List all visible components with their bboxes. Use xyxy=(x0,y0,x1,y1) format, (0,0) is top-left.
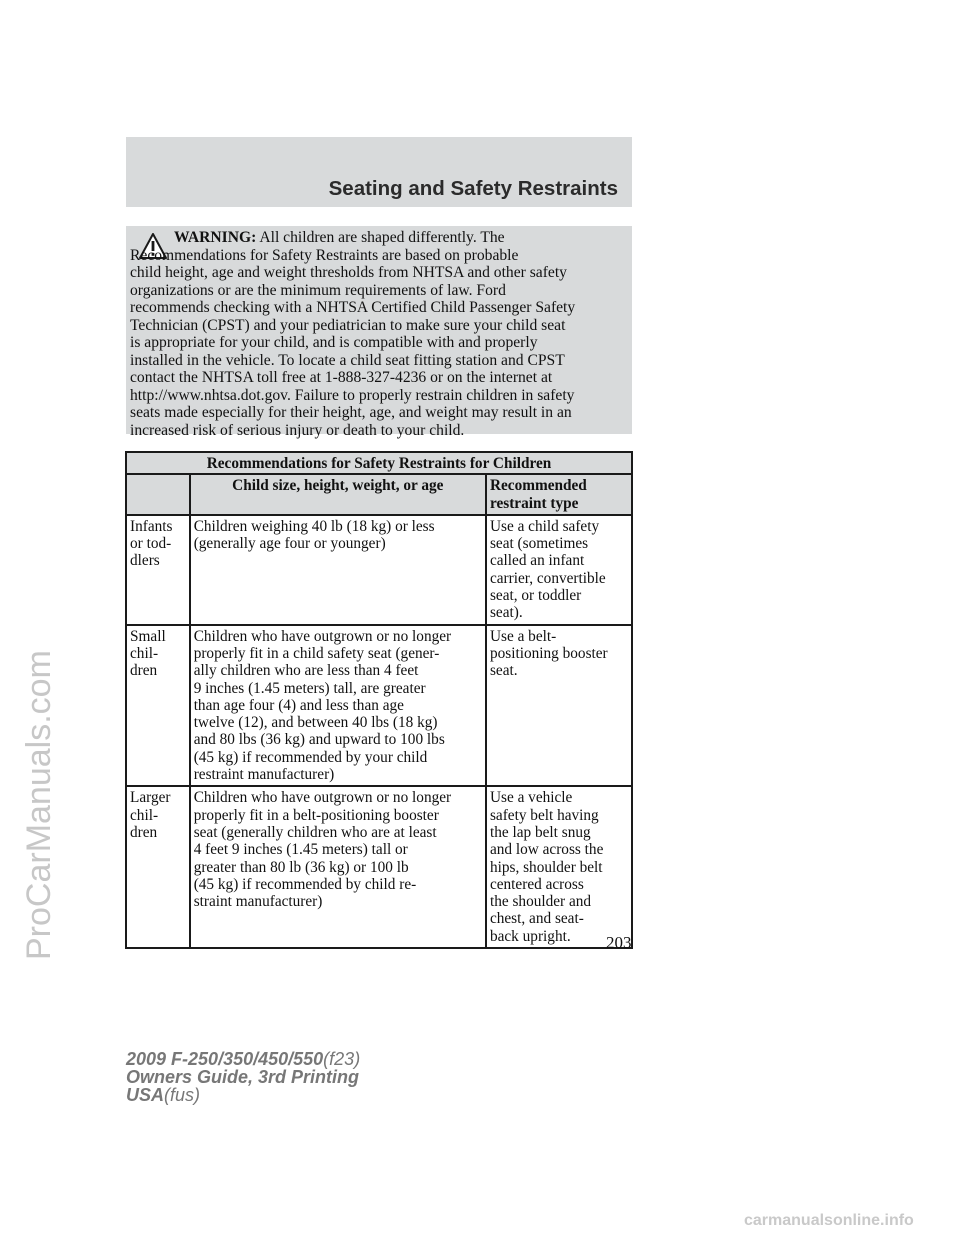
footer-region: USA xyxy=(126,1085,165,1105)
table-header-size: Child size, height, weight, or age xyxy=(190,474,486,515)
row-category-line: Larger xyxy=(130,789,171,807)
row-size-line: and 80 lbs (36 kg) and upward to 100 lbs xyxy=(193,731,445,749)
row-size-line: ally children who are less than 4 feet xyxy=(193,662,419,680)
table-row xyxy=(126,625,632,787)
row-size xyxy=(190,625,486,787)
page-number: 203 xyxy=(606,933,632,952)
row-restraint-line: positioning booster xyxy=(489,644,608,662)
row-size-line: straint manufacturer) xyxy=(193,893,323,911)
row-category-line: chil- xyxy=(130,644,159,662)
row-size-line: (45 kg) if recommended by your child xyxy=(193,748,428,766)
row-size-line: (generally age four or younger) xyxy=(193,535,386,553)
row-size-line: properly fit in a belt-positioning booster xyxy=(193,806,439,824)
table-title: Recommendations for Safety Restraints for Children xyxy=(126,452,632,474)
row-restraint-line: centered across xyxy=(489,875,584,893)
warning-line: organizations or are the minimum requirements of law. Ford xyxy=(130,281,506,299)
row-size-line: Children who have outgrown or no longer xyxy=(193,789,452,807)
footer-model: 2009 F-250/350/450/550 xyxy=(126,1049,324,1069)
row-restraint-line: seat. xyxy=(489,662,518,680)
table-row xyxy=(126,515,632,625)
table-header-category xyxy=(126,474,190,515)
row-size-line: 9 inches (1.45 meters) tall, are greater xyxy=(193,679,426,697)
warning-box xyxy=(126,226,632,439)
warning-line: installed in the vehicle. To locate a child seat fitting station and CPST xyxy=(130,351,565,369)
warning-line: contact the NHTSA toll free at 1-888-327-4236 or on the internet at xyxy=(130,369,553,386)
warning-line: child height, age and weight thresholds from NHTSA and other safety xyxy=(130,264,567,281)
row-size-line: twelve (12), and between 40 lbs (18 kg) xyxy=(193,714,438,732)
row-restraint-line: Use a vehicle xyxy=(489,789,573,807)
row-size-line: greater than 80 lb (36 kg) or 100 lb xyxy=(193,858,409,876)
warning-line: Recommendations for Safety Restraints are based on probable xyxy=(130,246,519,264)
row-category-line: dren xyxy=(130,823,158,841)
row-restraint-line: Use a belt- xyxy=(489,627,557,645)
row-category-line: chil- xyxy=(130,806,159,824)
recommendations-table xyxy=(125,451,633,949)
footer-guide: Owners Guide, 3rd Printing xyxy=(126,1067,360,1087)
row-size xyxy=(190,515,486,625)
row-category xyxy=(126,515,190,625)
row-restraint-line: called an infant xyxy=(489,552,585,570)
warning-line: recommends checking with a NHTSA Certified Child Passenger Safety xyxy=(130,299,576,316)
row-size-line: (45 kg) if recommended by child re- xyxy=(193,875,417,893)
row-restraint-line: hips, shoulder belt xyxy=(489,858,603,876)
warning-line: increased risk of serious injury or death to your child. xyxy=(130,421,465,439)
site-watermark: carmanualsonline.info xyxy=(744,1212,914,1229)
row-category-line: dlers xyxy=(130,552,160,570)
row-size-line: than age four (4) and less than age xyxy=(193,696,404,714)
row-category xyxy=(126,625,190,787)
row-category-line: Infants xyxy=(130,517,173,535)
row-category-line: or tod- xyxy=(130,535,172,553)
section-title: Seating and Safety Restraints xyxy=(328,177,618,200)
row-restraint-line: the shoulder and xyxy=(489,893,592,911)
row-size-line: Children weighing 40 lb (18 kg) or less xyxy=(193,517,435,535)
watermark-text: ProCarManuals.com xyxy=(20,650,58,960)
footer-model-code: (f23) xyxy=(323,1049,361,1069)
row-restraint-line: seat). xyxy=(489,604,523,622)
row-size-line: properly fit in a child safety seat (gener- xyxy=(193,644,440,662)
row-category-line: Small xyxy=(130,627,166,645)
watermark xyxy=(2,400,62,1000)
row-restraint-line: seat (sometimes xyxy=(489,535,589,553)
row-size-line: restraint manufacturer) xyxy=(193,766,335,784)
row-category xyxy=(126,786,190,948)
table-header-restraint: Recommended restraint type xyxy=(486,474,632,515)
row-restraint-line: seat, or toddler xyxy=(489,587,582,605)
row-size-line: seat (generally children who are at least xyxy=(193,823,437,841)
row-restraint-line: chest, and seat- xyxy=(489,910,584,928)
row-size-line: Children who have outgrown or no longer xyxy=(193,627,452,645)
row-restraint xyxy=(486,625,632,787)
warning-text xyxy=(130,229,630,439)
row-restraint-line: back upright. xyxy=(489,927,571,945)
row-restraint-line: the lap belt snug xyxy=(489,823,591,841)
row-restraint-line: Use a child safety xyxy=(489,517,600,535)
row-size-line: 4 feet 9 inches (1.45 meters) tall or xyxy=(193,841,408,859)
section-header xyxy=(126,137,632,207)
row-restraint-line: carrier, convertible xyxy=(489,569,606,587)
warning-line: Technician (CPST) and your pediatrician to make sure your child seat xyxy=(130,316,566,334)
row-restraint-line: safety belt having xyxy=(489,806,599,824)
warning-line: is appropriate for your child, and is compatible with and properly xyxy=(130,334,538,351)
row-restraint xyxy=(486,786,632,948)
row-restraint xyxy=(486,515,632,625)
warning-first-line: All children are shaped differently. The xyxy=(259,229,505,246)
warning-line: seats made especially for their height, age, and weight may result in an xyxy=(130,404,572,421)
footer-region-code: (fus) xyxy=(164,1085,201,1105)
row-restraint-line: and low across the xyxy=(489,841,604,859)
warning-label: WARNING: xyxy=(174,229,257,246)
row-size xyxy=(190,786,486,948)
table-row xyxy=(126,786,632,948)
footer xyxy=(126,1050,360,1104)
warning-line: http://www.nhtsa.dot.gov. Failure to properly restrain children in safety xyxy=(130,386,575,404)
row-category-line: dren xyxy=(130,662,158,680)
